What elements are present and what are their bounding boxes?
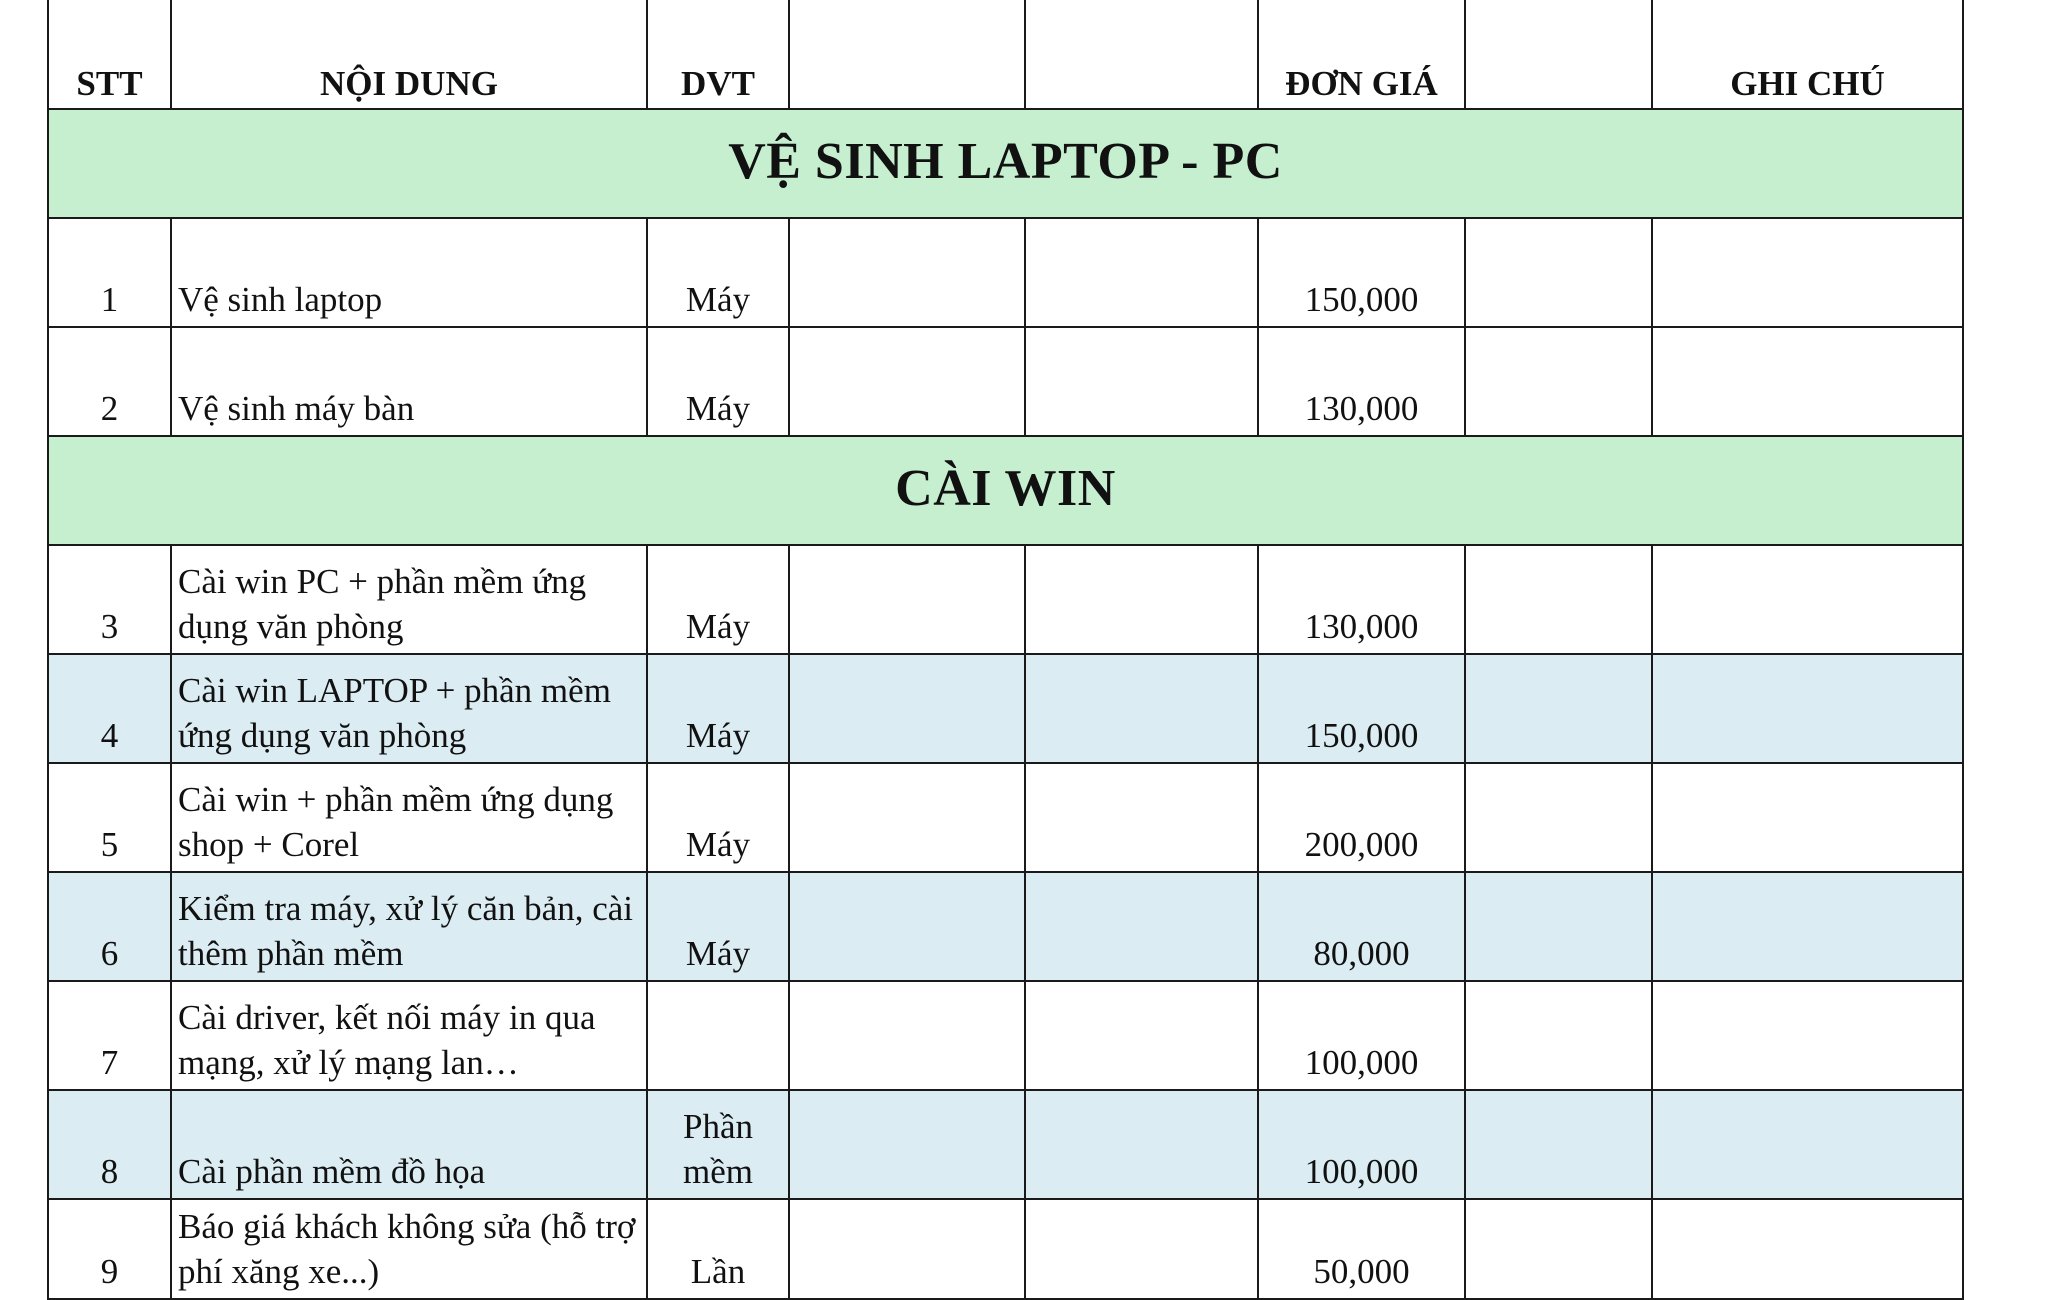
- row-blank: [1025, 981, 1258, 1090]
- row-stt: 6: [48, 872, 171, 981]
- section-title: VỆ SINH LAPTOP - PC: [48, 109, 1963, 218]
- row-blank: [789, 218, 1025, 327]
- row-blank: [1025, 1199, 1258, 1299]
- header-note: GHI CHÚ: [1652, 0, 1963, 109]
- row-blank: [1025, 872, 1258, 981]
- row-stt: 1: [48, 218, 171, 327]
- row-content: Vệ sinh laptop: [171, 218, 647, 327]
- price-table: [47, 0, 1964, 1300]
- section-row: [48, 436, 1963, 545]
- row-price: 50,000: [1258, 1199, 1465, 1299]
- row-stt: 2: [48, 327, 171, 436]
- table-row: [48, 545, 1963, 654]
- row-content: Cài win LAPTOP + phần mềm ứng dụng văn phòng: [171, 654, 647, 763]
- row-blank: [1465, 218, 1652, 327]
- row-content: Cài phần mềm đồ họa: [171, 1090, 647, 1199]
- row-stt: 8: [48, 1090, 171, 1199]
- header-stt: STT: [48, 0, 171, 109]
- row-price: 130,000: [1258, 327, 1465, 436]
- row-stt: 4: [48, 654, 171, 763]
- row-note: [1652, 654, 1963, 763]
- header-unit: DVT: [647, 0, 789, 109]
- row-unit: Lần: [647, 1199, 789, 1299]
- row-note: [1652, 872, 1963, 981]
- row-note: [1652, 327, 1963, 436]
- row-stt: 7: [48, 981, 171, 1090]
- table-row: [48, 654, 1963, 763]
- row-blank: [1465, 981, 1652, 1090]
- row-blank: [1465, 1090, 1652, 1199]
- table-row: [48, 1199, 1963, 1299]
- table-row: [48, 218, 1963, 327]
- row-price: 80,000: [1258, 872, 1465, 981]
- row-blank: [1465, 327, 1652, 436]
- header-blank-2: [1025, 0, 1258, 109]
- table-row: [48, 981, 1963, 1090]
- row-stt: 3: [48, 545, 171, 654]
- row-blank: [1025, 545, 1258, 654]
- row-blank: [1025, 1090, 1258, 1199]
- row-blank: [1465, 654, 1652, 763]
- row-price: 150,000: [1258, 218, 1465, 327]
- row-price: 130,000: [1258, 545, 1465, 654]
- row-content: Cài driver, kết nối máy in qua mạng, xử lý mạng lan…: [171, 981, 647, 1090]
- header-blank-3: [1465, 0, 1652, 109]
- header-row: [48, 0, 1963, 109]
- table-row: [48, 763, 1963, 872]
- header-content: NỘI DUNG: [171, 0, 647, 109]
- row-content: Cài win PC + phần mềm ứng dụng văn phòng: [171, 545, 647, 654]
- row-blank: [789, 872, 1025, 981]
- row-price: 150,000: [1258, 654, 1465, 763]
- row-unit: Máy: [647, 327, 789, 436]
- row-stt: 9: [48, 1199, 171, 1299]
- row-blank: [789, 545, 1025, 654]
- row-content: Vệ sinh máy bàn: [171, 327, 647, 436]
- row-blank: [1465, 1199, 1652, 1299]
- row-blank: [789, 1199, 1025, 1299]
- row-blank: [1025, 327, 1258, 436]
- row-note: [1652, 545, 1963, 654]
- row-unit: Phần mềm: [647, 1090, 789, 1199]
- section-title: CÀI WIN: [48, 436, 1963, 545]
- row-blank: [1465, 545, 1652, 654]
- row-content: Báo giá khách không sửa (hỗ trợ phí xăng xe...): [171, 1199, 647, 1299]
- row-blank: [1025, 218, 1258, 327]
- section-row: [48, 109, 1963, 218]
- row-note: [1652, 763, 1963, 872]
- row-unit: Máy: [647, 763, 789, 872]
- row-blank: [789, 327, 1025, 436]
- row-unit: Máy: [647, 218, 789, 327]
- table-row: [48, 872, 1963, 981]
- row-blank: [1025, 654, 1258, 763]
- row-content: Cài win + phần mềm ứng dụng shop + Corel: [171, 763, 647, 872]
- row-note: [1652, 981, 1963, 1090]
- row-note: [1652, 1199, 1963, 1299]
- row-unit: Máy: [647, 654, 789, 763]
- row-blank: [789, 1090, 1025, 1199]
- row-unit: Máy: [647, 872, 789, 981]
- row-unit: [647, 981, 789, 1090]
- row-blank: [789, 981, 1025, 1090]
- row-blank: [1025, 763, 1258, 872]
- header-blank-1: [789, 0, 1025, 109]
- row-content: Kiểm tra máy, xử lý căn bản, cài thêm phần mềm: [171, 872, 647, 981]
- row-blank: [1465, 872, 1652, 981]
- table-row: [48, 327, 1963, 436]
- row-blank: [1465, 763, 1652, 872]
- row-price: 200,000: [1258, 763, 1465, 872]
- table-row: [48, 1090, 1963, 1199]
- row-stt: 5: [48, 763, 171, 872]
- row-note: [1652, 1090, 1963, 1199]
- row-price: 100,000: [1258, 1090, 1465, 1199]
- row-unit: Máy: [647, 545, 789, 654]
- row-note: [1652, 218, 1963, 327]
- row-blank: [789, 654, 1025, 763]
- row-blank: [789, 763, 1025, 872]
- row-price: 100,000: [1258, 981, 1465, 1090]
- header-price: ĐƠN GIÁ: [1258, 0, 1465, 109]
